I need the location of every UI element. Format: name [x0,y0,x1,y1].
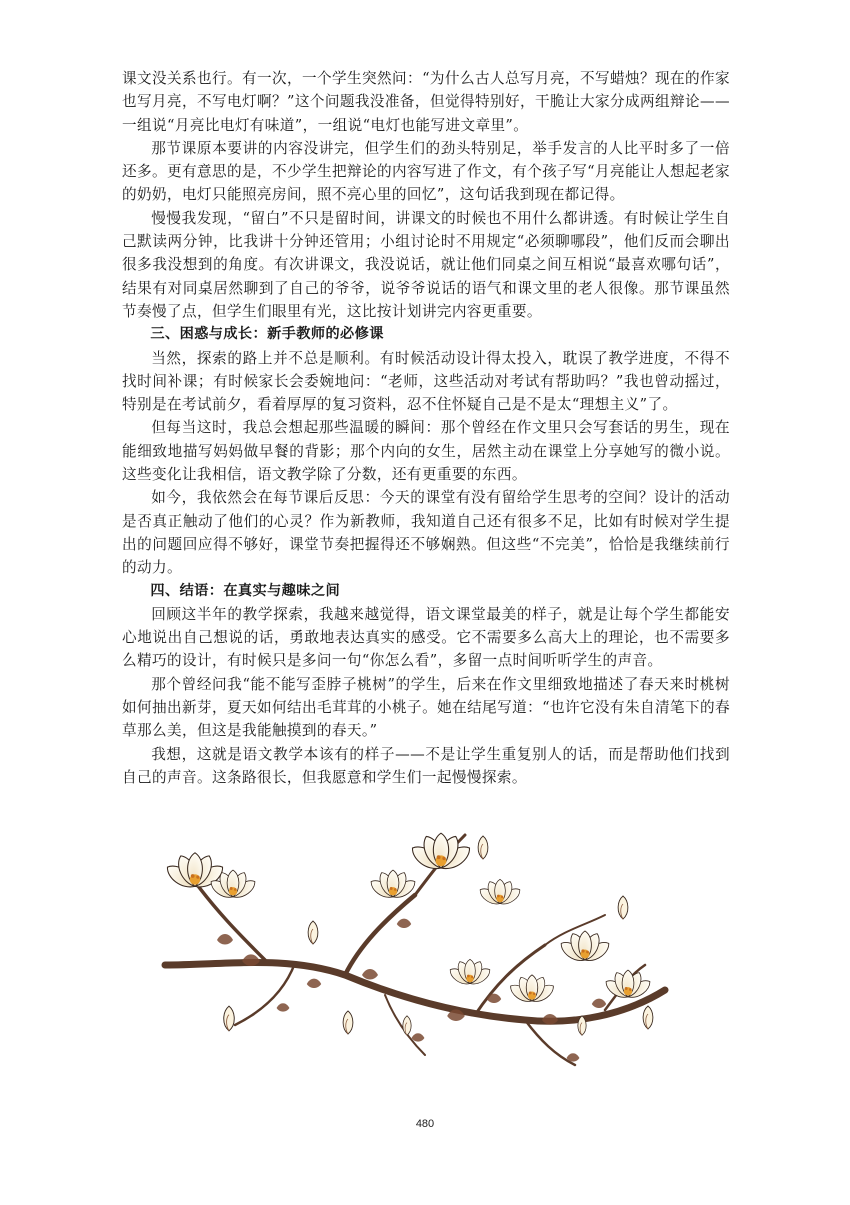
section-heading: 四、结语：在真实与趣味之间 [150,582,341,599]
page-number: 480 [415,1118,435,1130]
body-paragraph: 那节课原本要讲的内容没讲完，但学生们的劲头特别足，举手发言的人比平时多了一倍还多。更有意思的是，不少学生把辩论的内容写进了作文，有个孩子写“月亮能让人想起老家的奶奶，电灯只能照亮房间，照不亮心里的回忆”，这句话我到现在都记得。 [122,139,730,204]
body-paragraph: 如今，我依然会在每节课后反思：今天的课堂有没有留给学生思考的空间？设计的活动是否真正触动了他们的心灵？作为新教师，我知道自己还有很多不足，比如有时候对学生提出的问题回应得不够好，课堂节奏把握得还不够娴熟。但这些“不完美”，恰恰是我继续前行的动力。 [122,489,730,577]
magnolia-branch-illustration [145,815,675,1080]
body-paragraph: 回顾这半年的教学探索，我越来越觉得，语文课堂最美的样子，就是让每个学生都能安心地说出自己想说的话，勇敢地表达真实的感受。它不需要多么高大上的理论，也不需要多么精巧的设计，有时候只是多问一句“你怎么看”，多留一点时间听听学生的声音。 [122,605,730,670]
body-paragraph: 当然，探索的路上并不总是顺利。有时候活动设计得太投入，耽误了教学进度，不得不找时间补课；有时候家长会委婉地问：“老师，这些活动对考试有帮助吗？”我也曾动摇过，特别是在考试前夕，看着厚厚的复习资料，忍不住怀疑自己是不是太“理想主义”了。 [122,349,730,414]
body-paragraph: 那个曾经问我“能不能写歪脖子桃树”的学生，后来在作文里细致地描述了春天来时桃树如何抽出新芽，夏天如何结出毛茸茸的小桃子。她在结尾写道：“也许它没有朱自清笔下的春草那么美，但这是我能触摸到的春天。” [122,675,730,740]
body-paragraph: 但每当这时，我总会想起那些温暖的瞬间：那个曾经在作文里只会写套话的男生，现在能细致地描写妈妈做早餐的背影；那个内向的女生，居然主动在课堂上分享她写的微小说。这些变化让我相信，语文教学除了分数，还有更重要的东西。 [122,419,730,484]
section-heading: 三、困惑与成长：新手教师的必修课 [150,326,384,343]
body-paragraph: 课文没关系也行。有一次，一个学生突然问：“为什么古人总写月亮，不写蜡烛？现在的作家也写月亮，不写电灯啊？”这个问题我没准备，但觉得特别好，干脆让大家分成两组辩论——一组说“月亮比电灯有味道”，一组说“电灯也能写进文章里”。 [122,70,730,134]
page-body [122,67,730,789]
body-paragraph: 我想，这就是语文教学本该有的样子——不是让学生重复别人的话，而是帮助他们找到自己的声音。这条路很长，但我愿意和学生们一起慢慢探索。 [122,745,730,786]
body-paragraph: 慢慢我发现，“留白”不只是留时间，讲课文的时候也不用什么都讲透。有时候让学生自己默读两分钟，比我讲十分钟还管用；小组讨论时不用规定“必须聊哪段”，他们反而会聊出很多我没想到的角度。有次讲课文，我没说话，就让他们同桌之间互相说“最喜欢哪句话”，结果有对同桌居然聊到了自己的爷爷，说爷爷说话的语气和课文里的老人很像。那节课虽然节奏慢了点，但学生们眼里有光，这比按计划讲完内容更重要。 [122,209,730,320]
